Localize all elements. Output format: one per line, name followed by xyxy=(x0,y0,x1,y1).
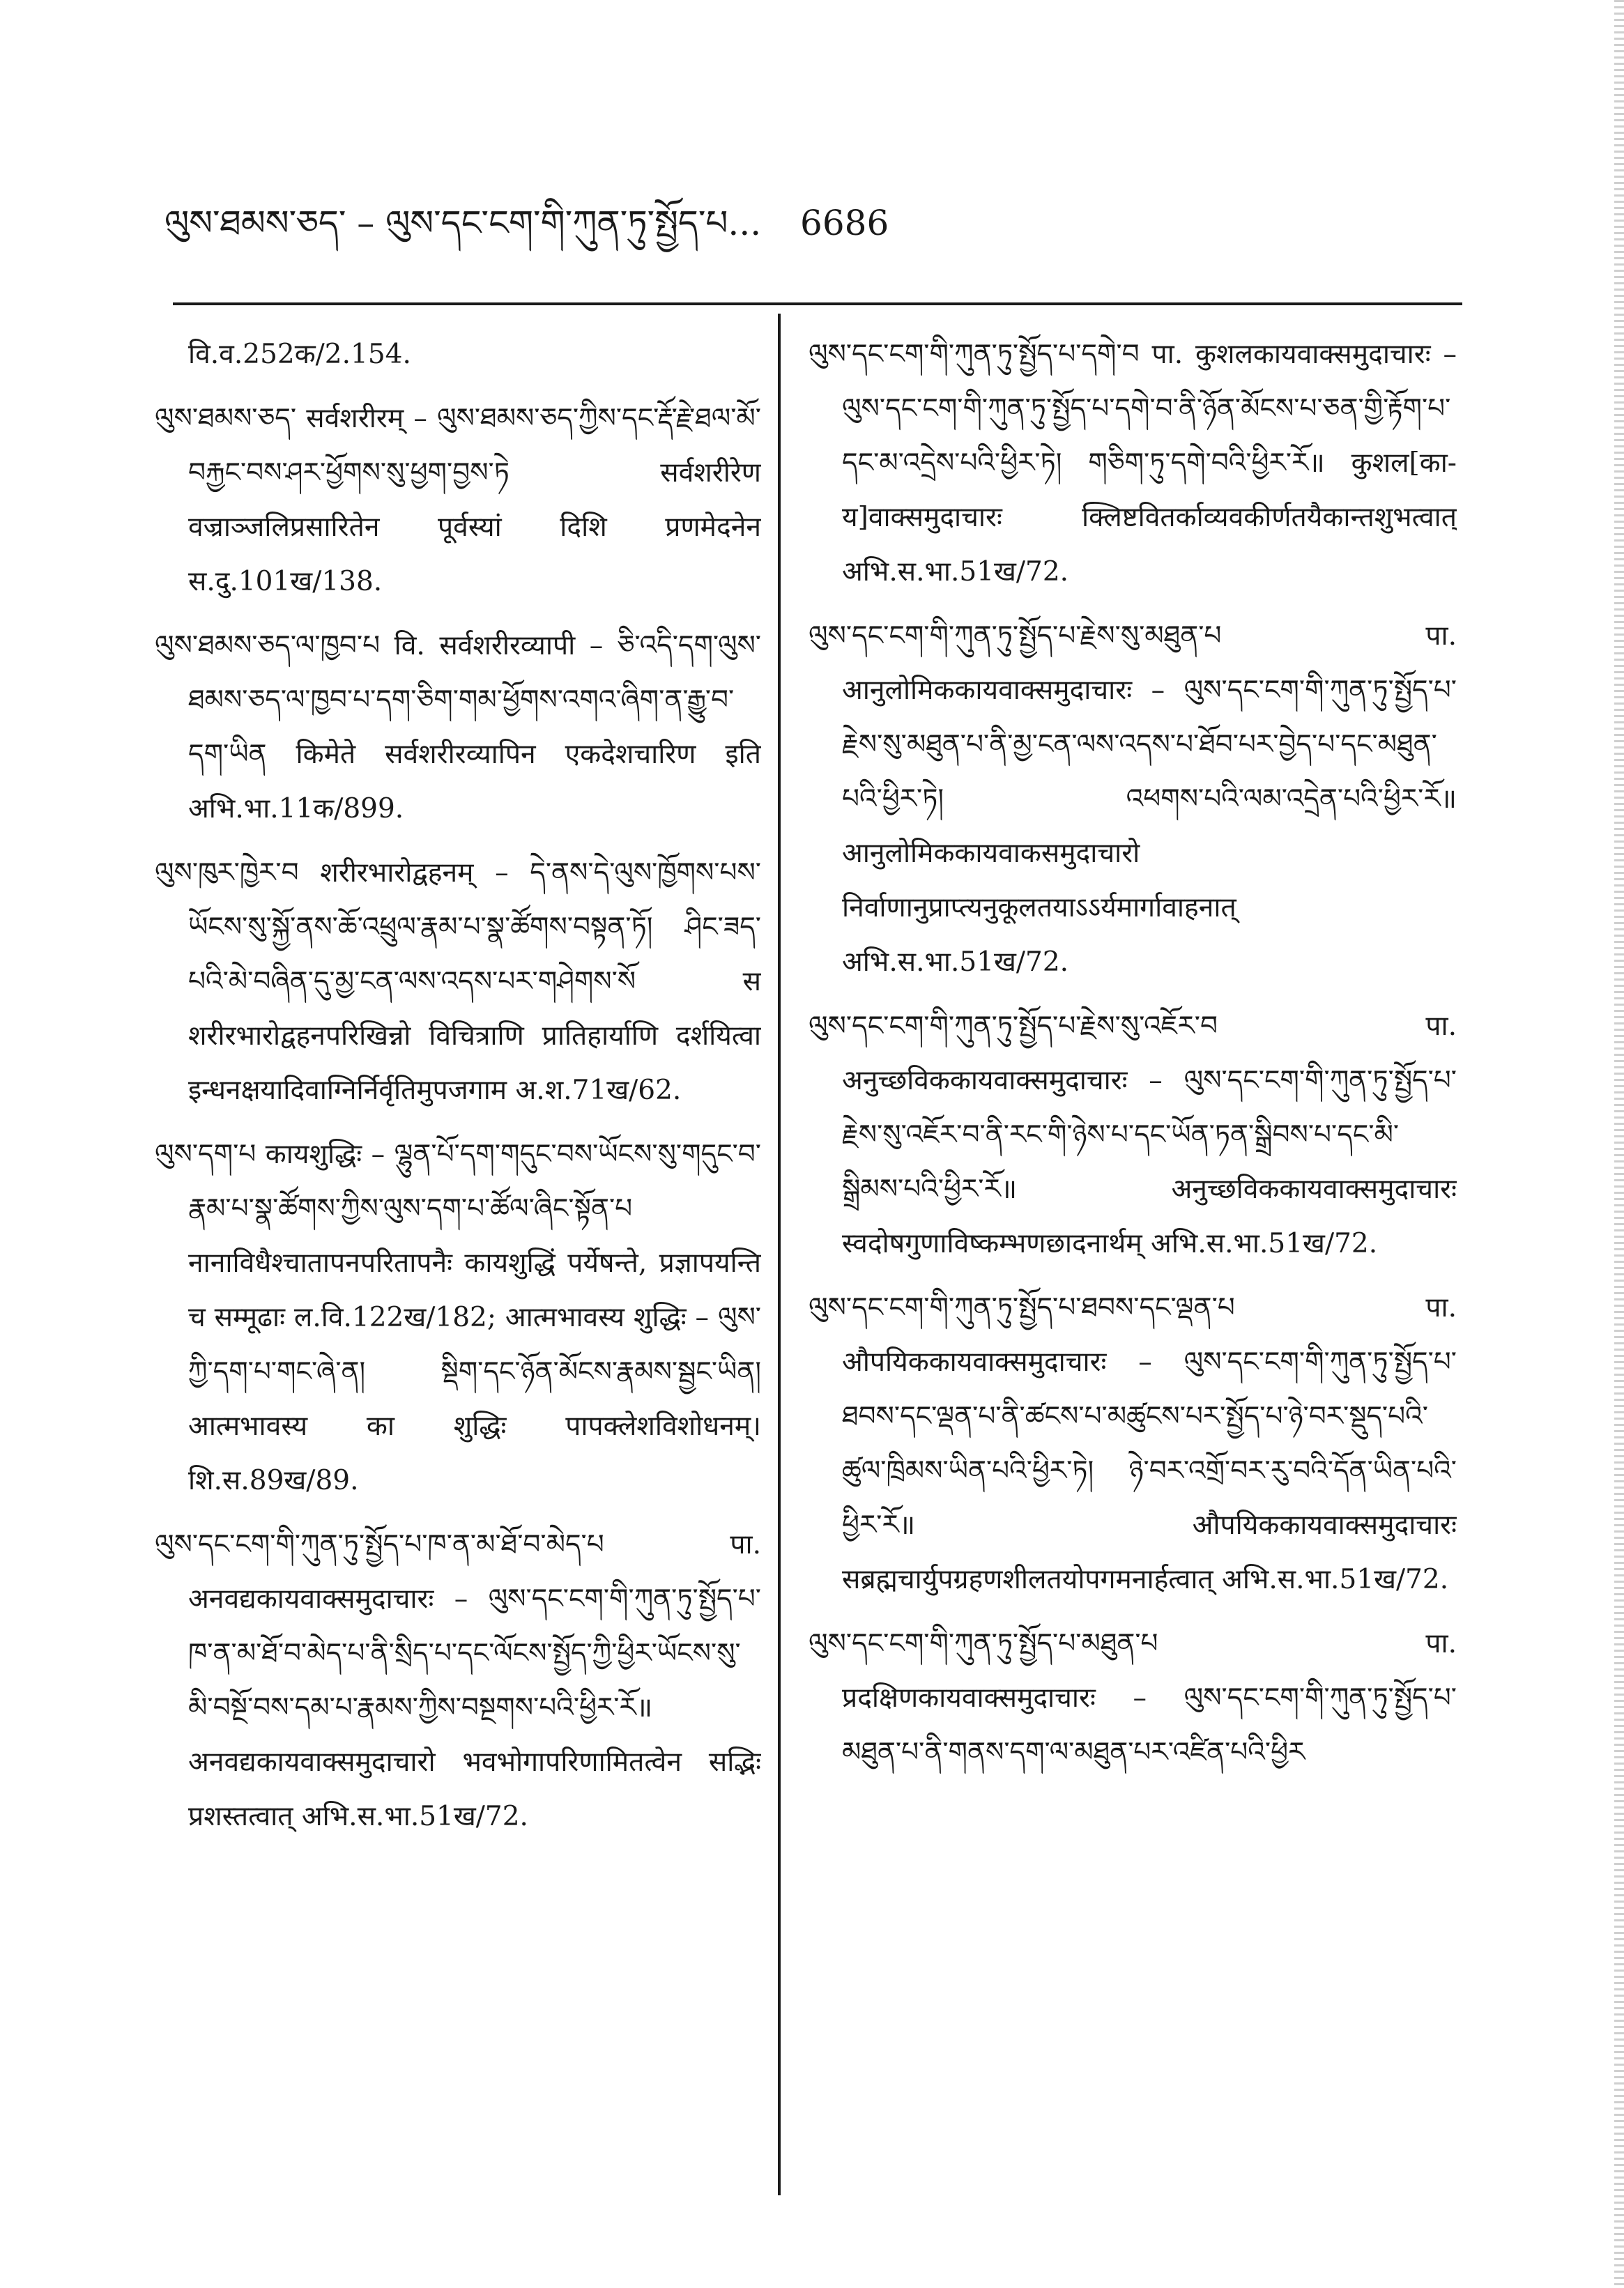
dictionary-entry: ལུས་ཐམས་ཅད་ सर्वशरीरम् – ལུས་ཐམས་ཅད་ཀྱིས་དང་རྡོ་རྗེ་ཐལ་མོ་བརྐྱང་བས་ཤར་ཕྱོགས་སུ་ཕྱག་བྱས་ཏེ सर्वशरीरेण वज्राञ्जलिप्रसारितेन पूर्वस्यां दिशि प्रणमेदनेन स.दु.101ख/138. xyxy=(155,403,761,597)
dictionary-entry: ལུས་ཁུར་ཁྱེར་བ शरीरभारोद्वहनम् – དེ་ནས་དེ་ལུས་ཁྱོགས་པས་ཡོངས་སུ་སྐྱོ་ནས་ཆོ་འཕྲུལ་རྣམ་པ་སྣ་ཚོགས་བསྟན་ཏོ། ཤིང་ཟད་པའི་མེ་བཞིན་དུ་མྱ་ངན་ལས་འདས་པར་གཤེགས་སོ स शरीरभारोद्वहनपरिखिन्नो विचित्राणि प्रातिहार्याणि दर्शयित्वा इन्धनक्षयादिवाग्निर्निर्वृतिमुपजगाम अ.श.71ख/62. xyxy=(155,857,761,1106)
left-column xyxy=(155,328,761,2209)
right-column xyxy=(809,328,1457,2209)
dictionary-entry: ལུས་དང་ངག་གི་ཀུན་ཏུ་སྤྱོད་པ་ཁ་ན་མ་ཐོ་བ་མེད་པ पा. अनवद्यकायवाक्समुदाचारः – ལུས་དང་ངག་གི་ཀུན་ཏུ་སྤྱོད་པ་ཁ་ན་མ་ཐོ་བ་མེད་པ་ནི་སྲིད་པ་དང་ལོངས་སྤྱོད་ཀྱི་ཕྱིར་ཡོངས་སུ་མི་བསྔོ་བས་དམ་པ་རྣམས་ཀྱིས་བསྔགས་པའི་ཕྱིར་རོ॥ अनवद्यकायवाक्समुदाचारो भवभोगापरिणामितत्वेन सद्भिः प्रशस्तत्वात् अभि.स.भा.51ख/72. xyxy=(155,1529,761,1832)
header-rule xyxy=(173,302,1462,305)
scan-edge xyxy=(1614,0,1624,2288)
running-title: ལུས་ཐམས་ཅད་ – ལུས་དང་ངག་གི་ཀུན་ཏུ་སྤྱོད་པ... xyxy=(164,203,762,243)
column-divider xyxy=(778,314,781,2195)
dictionary-entry: ལུས་ཐམས་ཅད་ལ་ཁྱབ་པ वि. सर्वशरीरव्यापी – ཅི་འདི་དག་ལུས་ཐམས་ཅད་ལ་ཁྱབ་པ་དག་ཅིག་གམ་ཕྱོགས་འགའ་ཞིག་ན་རྒྱུ་བ་དག་ཡིན किमेते सर्वशरीरव्यापिन एकदेशचारिण इति अभि.भा.11क/899. xyxy=(155,630,761,824)
page-header xyxy=(164,195,1489,251)
page-number: 6686 xyxy=(800,203,889,243)
dictionary-entry: वि.व.252क/2.154. xyxy=(188,339,411,370)
dictionary-entry: ལུས་དང་ངག་གི་ཀུན་ཏུ་སྤྱོད་པ་རྗེས་སུ་འཇོར་བ पा. अनुच्छविककायवाक्समुदाचारः – ལུས་དང་ངག་གི་ཀུན་ཏུ་སྤྱོད་པ་རྗེས་སུ་འཇོར་བ་ནི་རང་གི་ཉེས་པ་དང་ཡོན་ཏན་སྒྲིབས་པ་དང་མི་སྒྲིམས་པའི་ཕྱིར་རོ॥ अनुच्छविककायवाक्समुदाचारः स्वदोषगुणाविष्कम्भणछादनार्थम् अभि.स.भा.51ख/72. xyxy=(809,1011,1457,1259)
dictionary-entry: ལུས་དང་ངག་གི་ཀུན་ཏུ་སྤྱོད་པ་ཐབས་དང་ལྡན་པ पा. औपयिककायवाक्समुदाचारः – ལུས་དང་ངག་གི་ཀུན་ཏུ་སྤྱོད་པ་ཐབས་དང་ལྡན་པ་ནི་ཚངས་པ་མཚུངས་པར་སྤྱོད་པ་ཉེ་བར་སྡུད་པའི་ཚུལ་ཁྲིམས་ཡིན་པའི་ཕྱིར་ཏེ། ཉེ་བར་འགྲོ་བར་རུ་བའི་དོན་ཡིན་པའི་ཕྱིར་རོ॥ औपयिककायवाक्समुदाचारः सब्रह्मचार्युपग्रहणशीलतयोपगमनार्हत्वात् अभि.स.भा.51ख/72. xyxy=(809,1292,1457,1595)
dictionary-entry: ལུས་དང་ངག་གི་ཀུན་ཏུ་སྤྱོད་པ་རྗེས་སུ་མཐུན་པ पा. आनुलोमिककायवाक्समुदाचारः – ལུས་དང་ངག་གི་ཀུན་ཏུ་སྤྱོད་པ་རྗེས་སུ་མཐུན་པ་ནི་མྱ་ངན་ལས་འདས་པ་ཐོབ་པར་བྱེད་པ་དང་མཐུན་པའི་ཕྱིར་ཏེ། འཕགས་པའི་ལམ་འདྲེན་པའི་ཕྱིར་རོ॥ आनुलोमिककायवाकसमुदाचारो निर्वाणानुप्राप्त्यनुकूलतयाऽऽर्यमार्गावाहनात् अभि.स.भा.51ख/72. xyxy=(809,620,1457,978)
dictionary-entry: ལུས་དག་པ कायशुद्धिः – ལྷུན་པོ་དག་གདུང་བས་ཡོངས་སུ་གདུང་བ་རྣམ་པ་སྣ་ཚོགས་ཀྱིས་ལུས་དག་པ་ཚོལ་ཞིང་སྟོན་པ नानाविधैश्चातापनपरितापनैः कायशुद्धिं पर्येषन्ते, प्रज्ञापयन्ति च सम्मूढाः ल.वि.122ख/182; आत्मभावस्य शुद्धिः – ལུས་ཀྱི་དག་པ་གང་ཞེ་ན། སྡིག་དང་ཉོན་མོངས་རྣམས་སྦྱང་ཡིན། आत्मभावस्य का शुद्धिः पापक्लेशविशोधनम्। शि.स.89ख/89. xyxy=(155,1139,761,1496)
dictionary-entry: ལུས་དང་ངག་གི་ཀུན་ཏུ་སྤྱོད་པ་མཐུན་པ पा. प्रदक्षिणकायवाक्समुदाचारः – ལུས་དང་ངག་གི་ཀུན་ཏུ་སྤྱོད་པ་མཐུན་པ་ནི་གནས་དག་ལ་མཐུན་པར་འཛིན་པའི་ཕྱིར xyxy=(809,1628,1457,1768)
dictionary-entry: ལུས་དང་ངག་གི་ཀུན་ཏུ་སྤྱོད་པ་དགེ་བ पा. कुशलकायवाक्समुदाचारः – ལུས་དང་ངག་གི་ཀུན་ཏུ་སྤྱོད་པ་དགེ་བ་ནི་ཉོན་མོངས་པ་ཅན་གྱི་རྟོག་པ་དང་མ་འདྲེས་པའི་ཕྱིར་ཏེ། གཅིག་ཏུ་དགེ་བའི་ཕྱིར་རོ॥ कुशल[का-य]वाक्समुदाचारः क्लिष्टवितर्काव्यवकीर्णतयैकान्तशुभत्वात् अभि.स.भा.51ख/72. xyxy=(809,339,1457,588)
